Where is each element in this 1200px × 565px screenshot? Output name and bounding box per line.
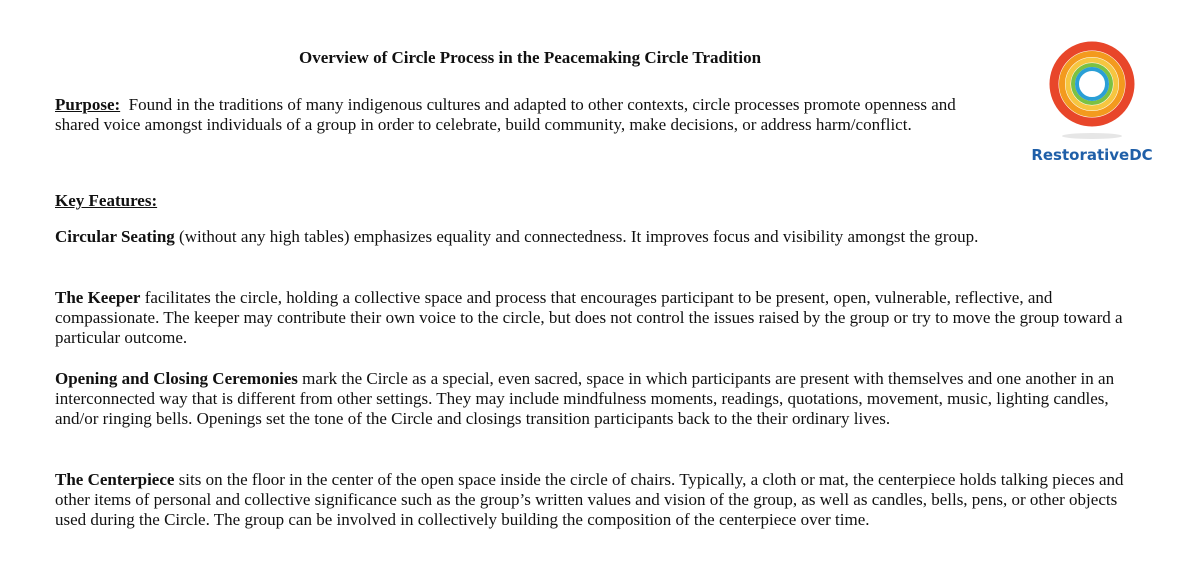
feature-term: The Keeper	[55, 288, 141, 307]
concentric-rings-logo-icon	[1047, 40, 1137, 144]
feature-text: mark the Circle as a special, even sacred, space in which participants are present with themselves and one another in an interconnected way that is different from other settings. They may include mindfulness moments, readings, quotations, movement, music, lighting candles, and/or ringing bells. Openings set the tone of the Circle and closings transition participants back to the their ordinary lives.	[55, 369, 1115, 428]
feature-text: facilitates the circle, holding a collective space and process that encourages participant to be present, open, vulnerable, reflective, and compassionate. The keeper may contribute their own voice to the circle, but does not control the issues raised by the group or try to move the group toward a particular outcome.	[55, 288, 1123, 347]
feature-text: sits on the floor in the center of the open space inside the circle of chairs. Typically, a cloth or mat, the centerpiece holds talking pieces and other items of personal and collective significance such as the group’s written values and vision of the group, as well as candles, bells, pens, or other objects used during the Circle. The group can be involved in collectively building the composition of the centerpiece over time.	[55, 470, 1124, 529]
feature-term: The Centerpiece	[55, 470, 175, 489]
feature-circular-seating	[55, 227, 1145, 247]
feature-term: Opening and Closing Ceremonies	[55, 369, 298, 388]
feature-ceremonies	[55, 369, 1145, 429]
purpose-label: Purpose:	[55, 95, 121, 114]
logo-text: RestorativeDC	[1031, 146, 1153, 164]
feature-centerpiece	[55, 470, 1145, 530]
document-title: Overview of Circle Process in the Peacemaking Circle Tradition	[298, 48, 762, 67]
purpose-text: Found in the traditions of many indigenous cultures and adapted to other contexts, circle processes promote openness and shared voice amongst individuals of a group in order to celebrate, build community, make decisions, or address harm/conflict.	[55, 95, 956, 134]
logo-ring-outer	[1054, 46, 1130, 122]
logo-ring-5	[1077, 69, 1107, 99]
key-features-heading: Key Features:	[55, 191, 158, 210]
feature-text: (without any high tables) emphasizes equality and connectedness. It improves focus and visibility amongst the group.	[179, 227, 979, 246]
feature-term: Circular Seating	[55, 227, 175, 246]
feature-keeper	[55, 288, 1145, 348]
logo-shadow	[1062, 133, 1122, 139]
purpose-paragraph	[55, 95, 995, 135]
restorativedc-logo	[1022, 40, 1162, 170]
